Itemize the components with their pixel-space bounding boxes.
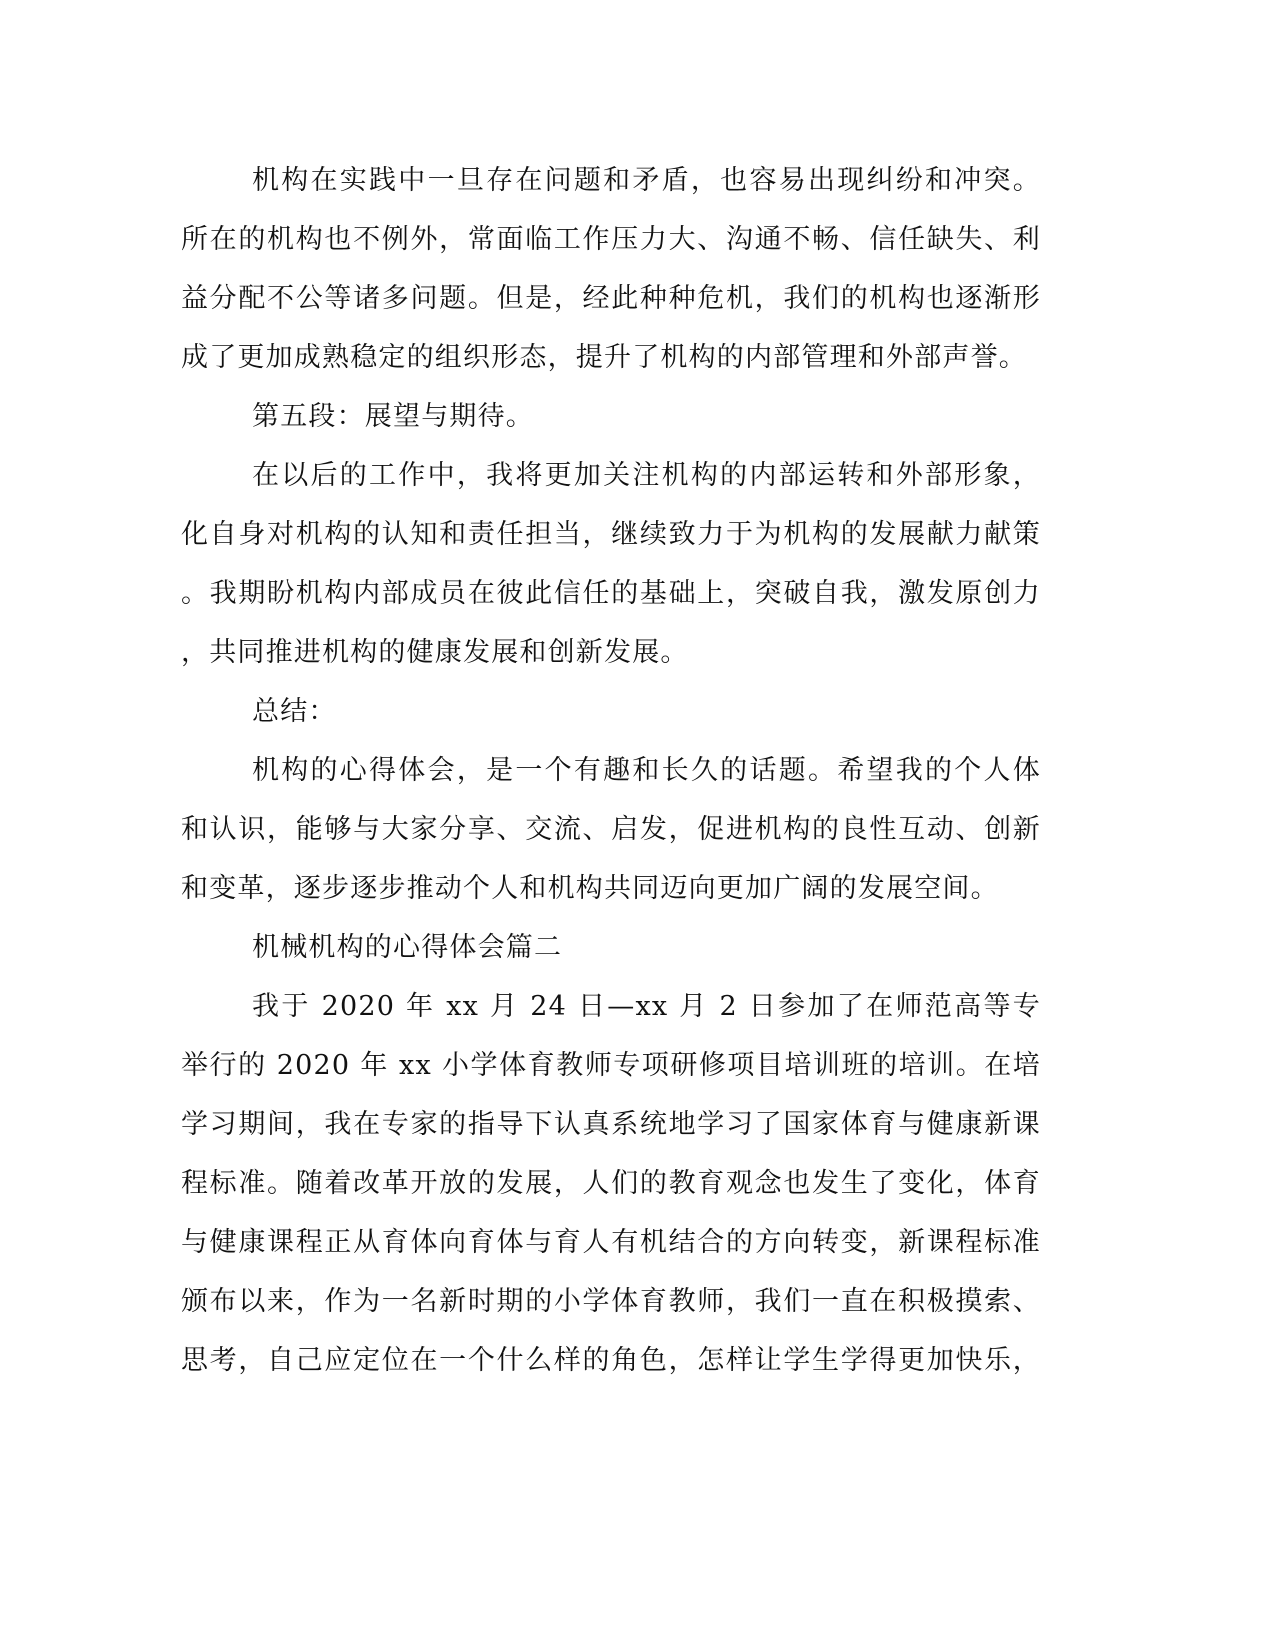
paragraph-line: 益分配不公等诸多问题。但是，经此种种危机，我们的机构也逐渐形 <box>181 283 1041 314</box>
paragraph-line: 机构在实践中一旦存在问题和矛盾，也容易出现纠纷和冲突。 <box>252 165 1041 196</box>
paragraph-line: 思考，自己应定位在一个什么样的角色，怎样让学生学得更加快乐， <box>181 1345 1041 1376</box>
paragraph-line: 我于 2020 年 xx 月 24 日—xx 月 2 日参加了在师范高等专 <box>252 991 1041 1022</box>
paragraph-line: 所在的机构也不例外，常面临工作压力大、沟通不畅、信任缺失、利 <box>181 224 1041 255</box>
paragraph-line: 颁布以来，作为一名新时期的小学体育教师，我们一直在积极摸索、 <box>181 1286 1041 1317</box>
paragraph-line: 。我期盼机构内部成员在彼此信任的基础上，突破自我，激发原创力 <box>181 578 1041 609</box>
section-heading: 机械机构的心得体会篇二 <box>252 932 563 963</box>
section-heading: 总结： <box>252 696 337 727</box>
paragraph-line: 在以后的工作中，我将更加关注机构的内部运转和外部形象， <box>252 460 1041 491</box>
paragraph-line: 学习期间，我在专家的指导下认真系统地学习了国家体育与健康新课 <box>181 1109 1041 1140</box>
paragraph-line: 和变革，逐步逐步推动个人和机构共同迈向更加广阔的发展空间。 <box>181 873 999 904</box>
paragraph-line: 和认识，能够与大家分享、交流、启发，促进机构的良性互动、创新 <box>181 814 1041 845</box>
paragraph-line: 成了更加成熟稳定的组织形态，提升了机构的内部管理和外部声誉。 <box>181 342 1027 373</box>
section-heading: 第五段：展望与期待。 <box>252 401 534 432</box>
paragraph-line: 机构的心得体会，是一个有趣和长久的话题。希望我的个人体 <box>252 755 1041 786</box>
paragraph-line: 与健康课程正从育体向育体与育人有机结合的方向转变，新课程标准 <box>181 1227 1041 1258</box>
paragraph-line: ，共同推进机构的健康发展和创新发展。 <box>181 637 689 668</box>
paragraph-line: 程标准。随着改革开放的发展，人们的教育观念也发生了变化，体育 <box>181 1168 1041 1199</box>
paragraph-line: 举行的 2020 年 xx 小学体育教师专项研修项目培训班的培训。在培 <box>181 1050 1041 1081</box>
paragraph-line: 化自身对机构的认知和责任担当，继续致力于为机构的发展献力献策 <box>181 519 1041 550</box>
